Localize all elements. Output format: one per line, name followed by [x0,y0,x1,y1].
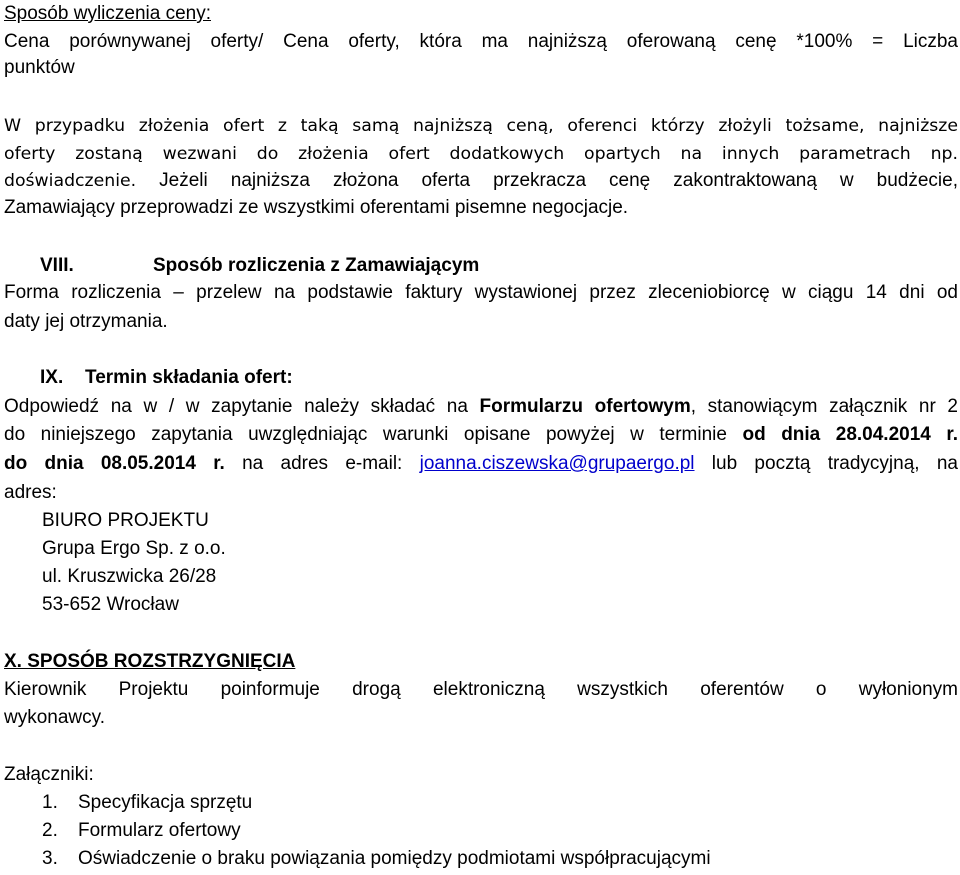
address-line-4: 53-652 Wrocław [42,594,179,615]
attachment-text: Specyfikacja sprzętu [78,792,253,813]
section8-title: Sposób rozliczenia z Zamawiającym [153,255,480,276]
address-line-3: ul. Kruszwicka 26/28 [42,566,217,587]
email-link[interactable]: joanna.ciszewska@grupaergo.pl [419,453,695,474]
section9-form-name: Formularzu ofertowym [479,396,691,417]
section9-line3 [4,451,958,477]
section9-line3-b: na adres e-mail: [242,453,403,474]
calc-para-line3-a: doświadczenie. [4,171,137,191]
section9-line1-c: , stanowiącym załącznik nr 2 [690,396,958,417]
section10-text-line2: wykonawcy. [4,707,106,728]
section9-line2 [4,422,958,448]
section9-title: Termin składania ofert: [85,367,293,388]
calc-formula-line2: punktów [4,57,75,78]
calc-para-line2: oferty zostaną wezwani do złożenia ofert dodatkowych opartych na innych parametrach np. [4,144,958,164]
section9-line4: adres: [4,482,57,503]
section9-date-from: od dnia 28.04.2014 r. [742,424,958,445]
section9-date-to: do dnia 08.05.2014 r. [4,453,225,474]
attachment-text: Oświadczenie o braku powiązania pomiędzy podmiotami współpracującymi [78,848,711,869]
calc-formula-line1: Cena porównywanej oferty/ Cena oferty, która ma najniższą oferowaną cenę *100% = Liczba [4,31,958,52]
attachment-number: 2. [42,820,58,841]
calc-para-line3-b: Jeżeli najniższa złożona oferta przekracza cenę zakontraktowaną w budżecie, [159,170,958,191]
calc-para-line3 [4,168,958,194]
attachment-text: Formularz ofertowy [78,820,241,841]
address-line-2: Grupa Ergo Sp. z o.o. [42,538,226,559]
section8-text-line2: daty jej otrzymania. [4,311,168,332]
section10-title: X. SPOSÓB ROZSTRZYGNIĘCIA [4,651,296,672]
attachments-heading: Załączniki: [4,764,94,785]
section9-number: IX. [40,367,64,388]
attachment-number: 1. [42,792,58,813]
section9-line2-a: do niniejszego zapytania uwzględniając warunki opisane powyżej w terminie [4,424,727,445]
section8-number: VIII. [40,255,74,276]
section9-line1-a: Odpowiedź na w / w zapytanie należy składać na [4,396,468,417]
address-line-1: BIURO PROJEKTU [42,510,209,531]
section10-text-line1: Kierownik Projektu poinformuje drogą elektroniczną wszystkich oferentów o wyłonionym [4,679,958,700]
section8-text-line1: Forma rozliczenia – przelew na podstawie faktury wystawionej przez zleceniobiorcę w ciągu 14 dni od [4,282,958,303]
section9-line1 [4,394,958,420]
calc-para-line1: W przypadku złożenia ofert z taką samą najniższą ceną, oferenci którzy złożyli tożsame, najniższe [4,116,958,136]
calc-para-line4: Zamawiający przeprowadzi ze wszystkimi oferentami pisemne negocjacje. [4,197,629,218]
calc-heading: Sposób wyliczenia ceny: [4,3,211,24]
section9-line3-c: lub pocztą tradycyjną, na [711,453,958,474]
attachment-number: 3. [42,848,58,869]
